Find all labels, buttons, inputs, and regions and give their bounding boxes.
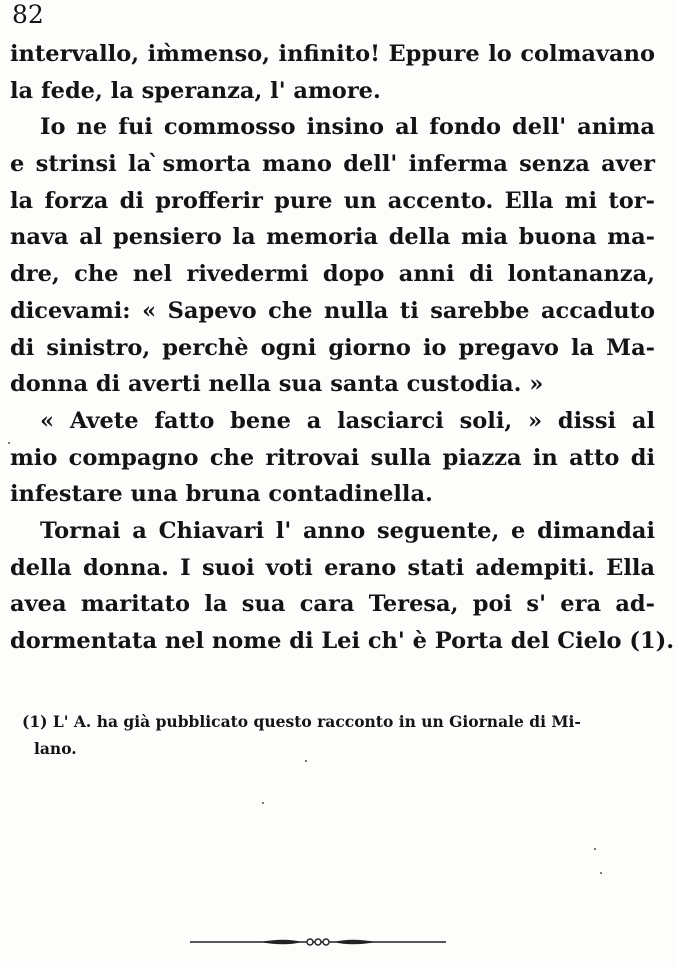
text-line: della donna. I suoi voti erano stati adempiti. Ella (10, 554, 655, 581)
page-number: 82 (12, 0, 44, 29)
speck (262, 802, 264, 804)
text-line: Io ne fui commosso insino al fondo dell' anima (40, 114, 655, 141)
text-line: di sinistro, perchè ogni giorno io pregavo la Ma- (10, 334, 655, 361)
speck (600, 872, 602, 874)
speck (8, 442, 10, 444)
text-line: donna di averti nella sua santa custodia. » (10, 371, 544, 398)
body-text (10, 36, 675, 660)
text-line: mio compagno che ritrovai sulla piazza in atto di (10, 444, 655, 471)
text-line: dre, che nel rivedermi dopo anni di lontananza, (10, 261, 655, 288)
ornament-rule (190, 935, 446, 949)
text-line: intervallo, im̀menso, infinito! Eppure lo colmavano (10, 41, 655, 67)
text-line: la fede, la speranza, l' amore. (10, 77, 381, 104)
text-line: « Avete fatto bene a lasciarci soli, » dissi al (40, 407, 655, 434)
speck (305, 760, 307, 762)
text-line: la forza di profferir pure un accento. Ella mi tor- (10, 187, 655, 214)
footnote (22, 708, 657, 762)
text-line: avea maritato la sua cara Teresa, poi s' era ad- (10, 591, 655, 618)
text-line: dormentata nel nome di Lei ch' è Porta del Cielo (1). (10, 628, 675, 654)
text-line: e strinsi la ̀smorta mano dell' inferma senza aver (10, 151, 655, 178)
footnote-line: lano. (34, 739, 77, 758)
text-line: Tornai a Chiavari l' anno seguente, e dimandai (40, 517, 655, 544)
text-line: infestare una bruna contadinella. (10, 481, 433, 508)
footnote-line: (1) L' A. ha già pubblicato questo racconto in un Giornale di Mi- (22, 712, 581, 731)
text-line: dicevami: « Sapevo che nulla ti sarebbe accaduto (10, 297, 655, 324)
speck (594, 848, 596, 850)
text-line: nava al pensiero la memoria della mia buona ma- (10, 224, 655, 251)
